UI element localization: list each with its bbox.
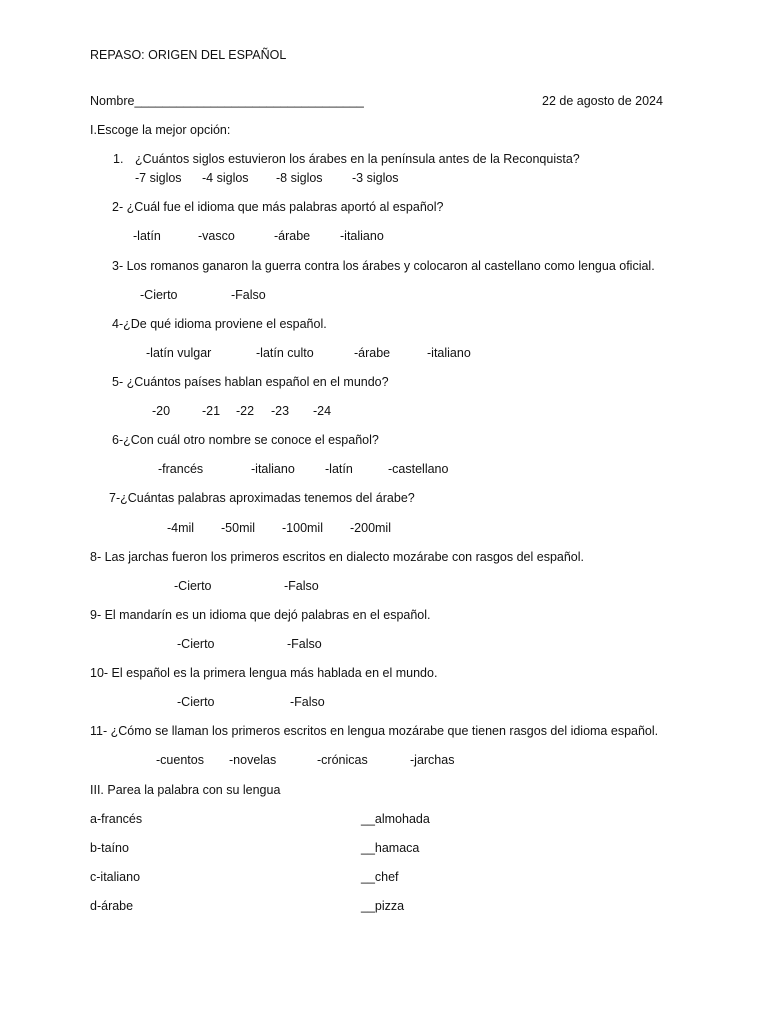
question-10-option: -Cierto [177, 695, 215, 709]
match-word-item: __hamaca [361, 841, 420, 855]
question-7-text: 7-¿Cuántas palabras aproximadas tenemos del árabe? [109, 491, 415, 505]
question-3-option: -Cierto [140, 288, 178, 302]
section-1-heading: I.Escoge la mejor opción: [90, 123, 231, 137]
match-word-item: __chef [361, 870, 399, 884]
question-1-number: 1. [113, 152, 124, 166]
match-word-item: __almohada [361, 812, 430, 826]
question-7-option: -4mil [167, 521, 195, 535]
question-1-text: ¿Cuántos siglos estuvieron los árabes en la península antes de la Reconquista? [135, 152, 580, 166]
question-11-text: 11- ¿Cómo se llaman los primeros escritos en lengua mozárabe que tienen rasgos del idioma español. [90, 724, 659, 738]
question-1-option: -3 siglos [352, 171, 399, 185]
match-language-item: a-francés [90, 812, 143, 826]
question-1-option: -7 siglos [135, 171, 182, 185]
question-9-option: -Cierto [177, 637, 215, 651]
question-9-text: 9- El mandarín es un idioma que dejó palabras en el español. [90, 608, 431, 622]
question-11-option: -cuentos [156, 753, 204, 767]
question-8-option: -Falso [284, 579, 319, 593]
question-1 [113, 153, 580, 166]
question-2-option: -italiano [340, 229, 384, 243]
question-5-option: -22 [236, 404, 255, 418]
question-5-option: -23 [271, 404, 290, 418]
question-6-option: -francés [158, 462, 204, 476]
question-5-option: -20 [152, 404, 171, 418]
question-10-option: -Falso [290, 695, 325, 709]
question-6-option: -castellano [388, 462, 449, 476]
question-3-text: 3- Los romanos ganaron la guerra contra los árabes y colocaron al castellano como lengua oficial. [112, 259, 655, 273]
question-6-text: 6-¿Con cuál otro nombre se conoce el español? [112, 433, 379, 447]
question-11-option: -crónicas [317, 753, 368, 767]
match-word-item: __pizza [361, 899, 405, 913]
match-language-item: d-árabe [90, 899, 134, 913]
question-11-option: -jarchas [410, 753, 455, 767]
question-2-option: -árabe [274, 229, 311, 243]
match-language-item: b-taíno [90, 841, 129, 855]
section-3-heading: III. Parea la palabra con su lengua [90, 783, 281, 797]
question-5-option: -24 [313, 404, 332, 418]
question-5-text: 5- ¿Cuántos países hablan español en el mundo? [112, 375, 389, 389]
question-6-option: -latín [325, 462, 353, 476]
question-11-option: -novelas [229, 753, 277, 767]
match-language-item: c-italiano [90, 870, 141, 884]
question-4-text: 4-¿De qué idioma proviene el español. [112, 317, 327, 331]
question-7-option: -100mil [282, 521, 323, 535]
question-8-text: 8- Las jarchas fueron los primeros escritos en dialecto mozárabe con rasgos del español. [90, 550, 585, 564]
question-6-option: -italiano [251, 462, 295, 476]
question-5-option: -21 [202, 404, 221, 418]
question-2-option: -vasco [198, 229, 235, 243]
question-3-option: -Falso [231, 288, 266, 302]
question-10-text: 10- El español es la primera lengua más hablada en el mundo. [90, 666, 438, 680]
question-7-option: -50mil [221, 521, 256, 535]
question-2-option: -latín [133, 229, 161, 243]
question-4-option: -latín vulgar [146, 346, 212, 360]
question-1-option: -8 siglos [276, 171, 323, 185]
worksheet-title: REPASO: ORIGEN DEL ESPAÑOL [90, 48, 287, 62]
question-4-option: -latín culto [256, 346, 314, 360]
question-2-text: 2- ¿Cuál fue el idioma que más palabras aportó al español? [112, 200, 444, 214]
name-field: Nombre_________________________________ [90, 94, 364, 108]
question-8-option: -Cierto [174, 579, 212, 593]
question-1-option: -4 siglos [202, 171, 249, 185]
question-9-option: -Falso [287, 637, 322, 651]
question-7-option: -200mil [350, 521, 391, 535]
question-4-option: -árabe [354, 346, 391, 360]
date-text: 22 de agosto de 2024 [542, 94, 663, 108]
question-4-option: -italiano [427, 346, 471, 360]
